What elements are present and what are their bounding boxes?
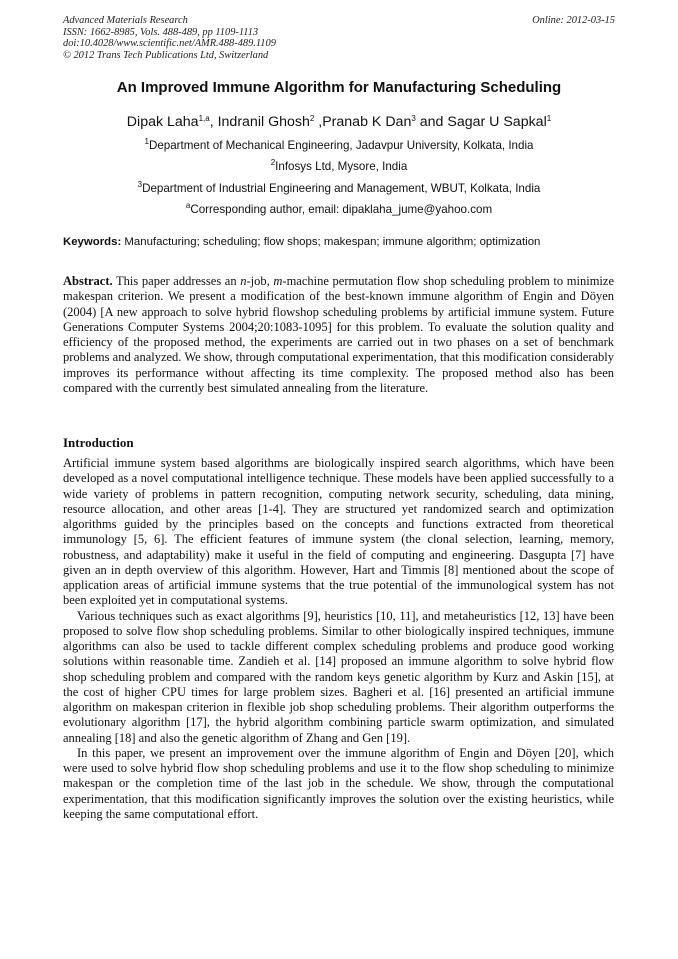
affiliation-text: Corresponding author, email: dipaklaha_jume@yahoo.com (190, 203, 493, 217)
abstract-variable: m (273, 274, 283, 288)
author-name: Indranil Ghosh (217, 114, 310, 130)
online-date: Online: 2012-03-15 (532, 15, 615, 26)
affiliation (63, 137, 615, 158)
affiliation-text: Department of Industrial Engineering and Management, WBUT, Kolkata, India (142, 181, 541, 195)
paper-title: An Improved Immune Algorithm for Manufacturing Scheduling (116, 79, 562, 96)
paragraph: In this paper, we present an improvement over the immune algorithm of Engin and Döyen [20], which were used to solve hybrid flow shop scheduling problems and use it to the flow shop scheduling to minimize makespan or the completion time of the last job in the schedule. We show, through the computational experimentation, that this modification significantly improves the solution over the existing heuristics, while keeping the same computational effort. (63, 745, 614, 821)
affiliation-superscript: 2 (270, 158, 276, 168)
paragraph: Artificial immune system based algorithms are biologically inspired search algorithms, which have been developed as a novel computational intelligence technique. These models have been applied successfully to a wide variety of problems in pattern recognition, computing network security, scheduling, data mining, resource allocation, and other areas [1-4]. They are structured yet randomized search and optimization algorithms guided by the principles based on the concepts and functions extracted from theoretical immunology [5, 6]. The efficient features of immune system (the clonal selection, learning, memory, robustness, and adaptability) make it useful in the field of computing and engineering. Dasgupta [7] have given an in depth overview of this algorithm. However, Hart and Timmis [8] mentioned about the scope of application areas of artificial immune systems that the true potential of the immunological system has not been exploited yet in computational systems. (63, 456, 614, 608)
affiliation-text: Infosys Ltd, Mysore, India (275, 160, 408, 174)
affiliation-superscript: 1 (144, 137, 149, 146)
abstract-text: This paper addresses an (116, 274, 241, 288)
author-separator: and (415, 114, 448, 130)
copyright-line: © 2012 Trans Tech Publications Ltd, Switzerland (63, 49, 269, 61)
affiliation (63, 158, 615, 179)
author-name: Pranab K Dan (322, 114, 412, 130)
journal-name: Advanced Materials Research (63, 15, 188, 26)
author-superscript: 2 (309, 114, 315, 123)
corresponding-author (63, 201, 615, 222)
affiliation-superscript: 3 (137, 179, 143, 189)
abstract-text: -job, (246, 274, 274, 288)
abstract-label: Abstract. (63, 274, 113, 288)
introduction-body (63, 456, 614, 822)
keywords-label: Keywords: (63, 236, 122, 248)
author-separator: , (209, 114, 218, 130)
abstract-variable: n (240, 274, 247, 288)
affiliation-superscript: a (185, 201, 191, 211)
abstract-text: -machine permutation flow shop scheduling problem to minimize makespan criterion. We present a modification of the best-known immune algorithm of Engin and Döyen (2004) [A new approach to solve hybrid flowshop scheduling problems by artificial immune system. Future Generations Computer Systems 2004;20:1083-1095] for this problem. To evaluate the solution quality and efficiency of the proposed method, the experiments are carried out in two phases on a set of benchmark problems and analyzed. We show, through computational experimentation, that this modification considerably improves its performance without affecting its time complexity. The proposed method also has been compared with the currently best simulated annealing from the literature. (63, 274, 614, 395)
journal-header (63, 15, 615, 61)
issn-line: ISSN: 1662-8985, Vols. 488-489, pp 1109-1113 (63, 26, 259, 38)
keywords-text: Manufacturing; scheduling; flow shops; makespan; immune algorithm; optimization (124, 236, 541, 248)
affiliation-text: Department of Mechanical Engineering, Jadavpur University, Kolkata, India (148, 139, 534, 152)
author-superscript: 3 (411, 114, 416, 123)
doi-line: doi:10.4028/www.scientific.net/AMR.488-489.1109 (63, 38, 276, 50)
keywords (63, 236, 623, 248)
author-superscript: 1 (546, 114, 552, 123)
section-heading: Introduction (63, 435, 134, 450)
affiliation-list (63, 137, 615, 223)
affiliation (63, 180, 615, 201)
author-separator: , (314, 114, 323, 130)
author-superscript: 1,a (198, 114, 210, 123)
abstract (63, 274, 614, 396)
author-list (63, 114, 615, 130)
author-name: Sagar U Sapkal (447, 114, 547, 130)
paragraph: Various techniques such as exact algorithms [9], heuristics [10, 11], and metaheuristics [12, 13] have been proposed to solve flow shop scheduling problems. Similar to other biologically inspired techniques, immune algorithms can also be used to tackle different complex scheduling problems and produce good working solutions within reasonable time. Zandieh et al. [14] proposed an immune algorithm to solve hybrid flow shop scheduling problem and compared with the random keys genetic algorithm by Kurz and Askin [15], at the cost of higher CPU times for large problem sizes. Bagheri et al. [16] presented an artificial immune algorithm on makespan criterion in flexible job shop scheduling problems. Their algorithm outperforms the evolutionary algorithm [17], the hybrid algorithm combining particle swarm optimization, and simulated annealing [18] and also the genetic algorithm of Zhang and Gen [19]. (63, 608, 614, 745)
author-name: Dipak Laha (126, 114, 199, 130)
